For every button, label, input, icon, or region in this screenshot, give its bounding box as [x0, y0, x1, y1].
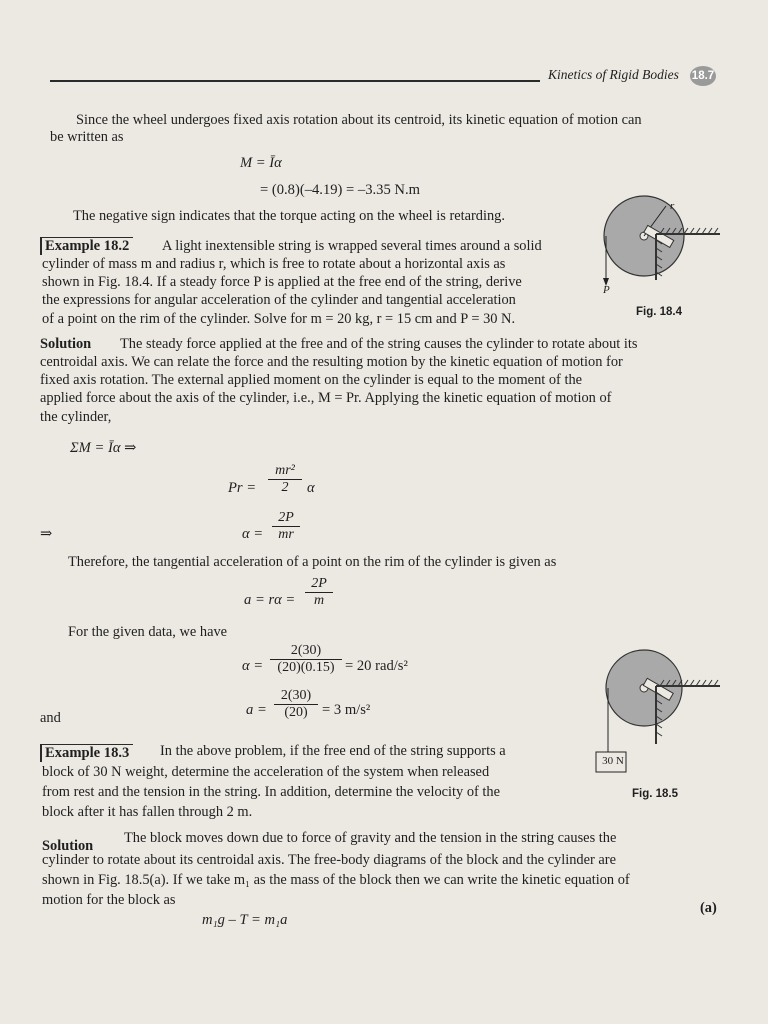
- calc-a-result: = 3 m/s²: [322, 702, 371, 718]
- example-18-2-line-5: of a point on the rim of the cylinder. Solve for m = 20 kg, r = 15 cm and P = 30 N.: [42, 311, 516, 327]
- example-18-3-label: Example 18.3: [40, 744, 133, 762]
- equation-pr-rhs: α: [307, 480, 315, 496]
- header-title: Kinetics of Rigid Bodies: [548, 67, 679, 82]
- page-number-badge: 18.7: [690, 66, 716, 86]
- figure-18-4-caption: Fig. 18.4: [636, 306, 683, 318]
- equation-block-motion: m₁g – T = m₁a: [202, 912, 288, 928]
- solution-18-2-line-1: The steady force applied at the free and of the string causes the cylinder to rotate about its: [120, 336, 638, 352]
- calc-alpha-numerator: 2(30): [270, 643, 342, 660]
- calc-a-lhs: a =: [246, 702, 267, 718]
- and-text: and: [40, 710, 61, 726]
- calc-a-denominator: (20): [284, 705, 308, 720]
- equation-a-fraction: [305, 576, 333, 609]
- equation-pr-denominator: 2: [281, 480, 289, 495]
- figure-18-4-label-r: r: [670, 200, 675, 212]
- calc-a-fraction: [274, 688, 318, 721]
- figure-18-4-label-p: P: [603, 284, 610, 296]
- figure-18-4-cylinder: [596, 192, 726, 302]
- calc-alpha-result: = 20 rad/s²: [345, 658, 408, 674]
- equation-pr-lhs: Pr =: [228, 480, 257, 496]
- tangential-acceleration-text: Therefore, the tangential acceleration of a point on the rim of the cylinder is given as: [68, 554, 557, 570]
- solution-18-2-line-3: fixed axis rotation. The external applied moment on the cylinder is equal to the moment of the: [40, 372, 583, 388]
- solution-18-3-line-1: The block moves down due to force of gravity and the tension in the string causes the: [124, 830, 617, 846]
- solution-18-3-line-2: cylinder to rotate about its centroidal axis. The free-body diagrams of the block and the cylinder are: [42, 852, 616, 868]
- solution-18-2-line-5: the cylinder,: [40, 409, 112, 425]
- solution-18-3-line-3: shown in Fig. 18.5(a). If we take m₁ as the mass of the block then we can write the kinetic equation of: [42, 872, 630, 888]
- equation-a-denominator: m: [313, 593, 325, 608]
- calc-alpha-fraction: [270, 643, 342, 676]
- example-18-3-line-1: In the above problem, if the free end of the string supports a: [160, 743, 506, 759]
- calc-a-numerator: 2(30): [274, 688, 318, 705]
- equation-alpha-denominator: mr: [278, 527, 294, 542]
- solution-18-2-label: Solution: [40, 336, 92, 352]
- intro-note: The negative sign indicates that the torque acting on the wheel is retarding.: [73, 208, 505, 224]
- calc-alpha-lhs: α =: [242, 658, 264, 674]
- example-18-2-line-4: the expressions for angular acceleration of the cylinder and tangential acceleration: [42, 292, 516, 308]
- figure-18-5-caption: Fig. 18.5: [632, 788, 679, 800]
- example-18-2-line-3: shown in Fig. 18.4. If a steady force P is applied at the free end of the string, derive: [42, 274, 522, 290]
- intro-line-2: be written as: [50, 129, 124, 145]
- example-18-2-line-2: cylinder of mass m and radius r, which is free to rotate about a horizontal axis as: [42, 256, 506, 272]
- solution-18-3-line-4: motion for the block as: [42, 892, 176, 908]
- equation-pr-numerator: mr²: [268, 463, 302, 480]
- equation-alpha-lhs: α =: [242, 526, 264, 542]
- example-18-3-line-4: block after it has fallen through 2 m.: [42, 804, 253, 820]
- example-18-2-line-1: A light inextensible string is wrapped several times around a solid: [162, 238, 542, 254]
- header-rule: [50, 80, 540, 82]
- given-data-text: For the given data, we have: [68, 624, 228, 640]
- solution-18-2-line-2: centroidal axis. We can relate the force and the resulting motion by the kinetic equation of motion for: [40, 354, 623, 370]
- equation-moment: M = Īα: [240, 155, 282, 171]
- equation-sum-moments: ΣM = Īα ⇒: [70, 440, 137, 456]
- example-18-3-line-2: block of 30 N weight, determine the acceleration of the system when released: [42, 764, 490, 780]
- equation-a-numerator: 2P: [305, 576, 333, 593]
- calc-alpha-denominator: (20)(0.15): [277, 660, 335, 675]
- example-18-3-line-3: from rest and the tension in the string. In addition, determine the velocity of the: [42, 784, 500, 800]
- equation-tag-a: (a): [700, 900, 717, 916]
- equation-alpha-fraction: [272, 510, 300, 543]
- equation-a-lhs: a = rα =: [244, 592, 296, 608]
- intro-line-1: Since the wheel undergoes fixed axis rotation about its centroid, its kinetic equation of motion can: [76, 112, 642, 128]
- example-18-2-label: Example 18.2: [40, 237, 133, 255]
- implies-arrow: ⇒: [40, 526, 53, 542]
- solution-18-3-label: Solution: [42, 838, 94, 854]
- solution-18-2-line-4: applied force about the axis of the cylinder, i.e., M = Pr. Applying the kinetic equation of motion of: [40, 390, 612, 406]
- figure-18-5-block-label: 30 N: [602, 755, 624, 767]
- equation-alpha-numerator: 2P: [272, 510, 300, 527]
- equation-pr-fraction: [268, 463, 302, 496]
- equation-moment-value: = (0.8)(–4.19) = –3.35 N.m: [260, 182, 420, 198]
